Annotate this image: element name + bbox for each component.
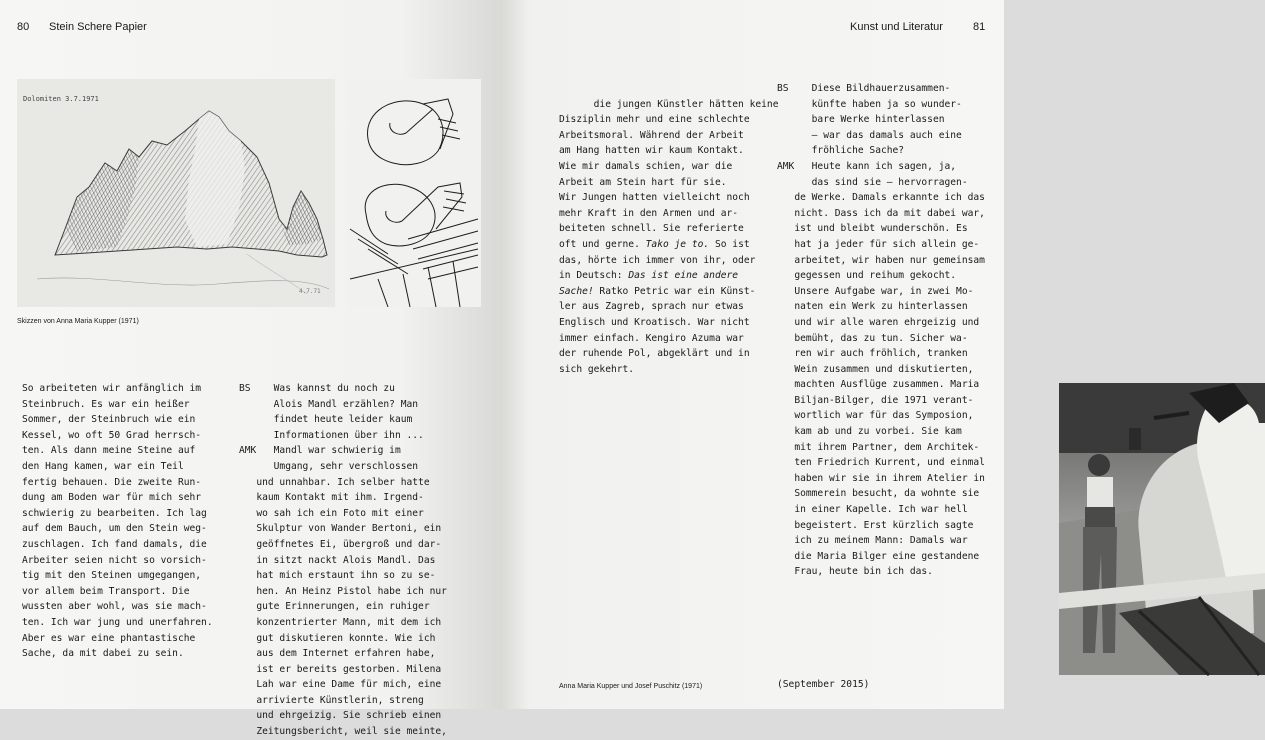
page-number-right: 81 [973, 21, 986, 33]
right-col1-text: Ratko Petric war ein Künst- [593, 285, 756, 297]
right-col1-line: in Deutsch: [559, 270, 629, 282]
italic-phrase-1: Tako je to. [645, 238, 710, 250]
right-col1-line: das, hörte ich immer von ihr, oder [559, 254, 756, 266]
italic-phrase-2: Das ist eine andere [628, 270, 739, 282]
left-column-2-interview: BS Was kannst du noch zu Alois Mandl erzählen? Man findet heute leider kaum Informationen über ihn ... AMK Mandl war schwierig im Umgang, sehr verschlossen und unnahbar. Ich selber hatte kaum Kontakt mit ihm. Irgend- wo sah ich ein Foto mit einer Skulptur von Wander Bertoni, ein geöffnetes Ei, übergroß und dar- in sitzt nackt Alois Mandl. Das hat mich erstaunt ihn so zu se- hen. An Heinz Pistol habe ich nur gute Erinnerungen, ein ruhiger konzentrierter Mann, mit dem ich gut diskutieren konnte. Wie ich aus dem Internet erfahren habe, ist er bereits gestorben. Milena Lah war eine Dame für mich, eine arrivierte Künstlerin, streng und ehrgeizig. Sie schrieb einen Zeitungsbericht, weil sie meinte, [239, 383, 447, 738]
sketch-date: 4.7.71 [299, 288, 321, 295]
date-line: (September 2015) [777, 679, 870, 690]
left-column-1: So arbeiteten wir anfänglich im Steinbruch. Es war ein heißer Sommer, der Steinbruch wie ein Kessel, wo oft 50 Grad herrsch- ten. Als dann meine Steine auf den Hang kamen, war ein Teil fertig behauen. Die zweite Run- dung am Boden war für mich sehr schwierig zu bearbeiten. Ich lag auf dem Bauch, um den Stein weg- zuschlagen. Ich fand damals, die Arbeiter seien nicht so vorsich- tig mit den Steinen umgegangen, vor allem beim Transport. Die wussten aber wohl, was sie mach- ten. Ich war jung und unerfahren. Aber es war eine phantastische Sache, da mit dabei zu sein. [22, 383, 213, 660]
right-column-2-interview: BS Diese Bildhauerzusammen- künfte haben ja so wunder- bare Werke hinterlassen – war das damals auch eine fröhliche Sache? AMK Heute kann ich sagen, ja, das sind sie – hervorragen- de Werke. Damals erkannte ich das nicht. Dass ich da mit dabei war, ist und bleibt wunderschön. Es hat ja jeder für sich allein ge- arbeitet, wir haben nur gemeinsam gegessen und reihum gekocht. Unsere Aufgabe war, in zwei Mo- naten ein Werk zu hinterlassen und wir alle waren ehrgeizig und bemüht, das zu tun. Sicher wa- ren wir auch fröhlich, tranken Wein zusammen und diskutierten, machten Ausflüge zusammen. Maria Biljan-Bilger, die 1971 verant- wortlich war für das Symposion, kam ab und zu vorbei. Sie kam mit ihrem Partner, dem Architek- ten Friedrich Kurrent, und einmal haben wir sie in ihrem Atelier in Sommerein besucht, da wohnte sie in einer Kapelle. Ich war hell begeistert. Erst kürzlich sagte ich zu meinem Mann: Damals war die Maria Bilger eine gestandene Frau, heute bin ich das. [777, 83, 985, 578]
page-number-left: 80 [17, 21, 30, 33]
sketch-inscription: Dolomiten 3.7.1971 [23, 95, 99, 103]
photo-caption: Anna Maria Kupper und Josef Puschitz (1971) [559, 683, 703, 690]
running-title-left: Stein Schere Papier [49, 21, 147, 33]
right-col1-part-b: ler aus Zagreb, sprach nur etwas Englisch und Kroatisch. War nicht immer einfach. Kengiro Azuma war der ruhende Pol, abgeklärt und in sich gekehrt. [559, 301, 750, 375]
right-col1-text: So ist [709, 238, 750, 250]
right-col1-part-a: die jungen Künstler hätten keine Disziplin mehr und eine schlechte Arbeitsmoral. Während der Arbeit am Hang hatten wir kaum Kontakt. Wie mir damals schien, war die Arbeit am Stein hart für sie. Wir Jungen hatten vielleicht noch mehr Kraft in den Armen und ar- beiteten schnell. Sie referierte oft und gerne. [559, 98, 779, 250]
running-title-right: Kunst und Literatur [850, 21, 943, 33]
mountain-sketch-image [17, 79, 335, 307]
sculpture-drawing-image [348, 79, 481, 307]
right-page [500, 0, 1004, 709]
sculptors-photo [1059, 383, 1265, 675]
right-column-1 [559, 81, 779, 377]
left-page [0, 0, 500, 738]
sketch-caption: Skizzen von Anna Maria Kupper (1971) [17, 318, 139, 325]
italic-phrase-2b: Sache! [559, 285, 594, 297]
